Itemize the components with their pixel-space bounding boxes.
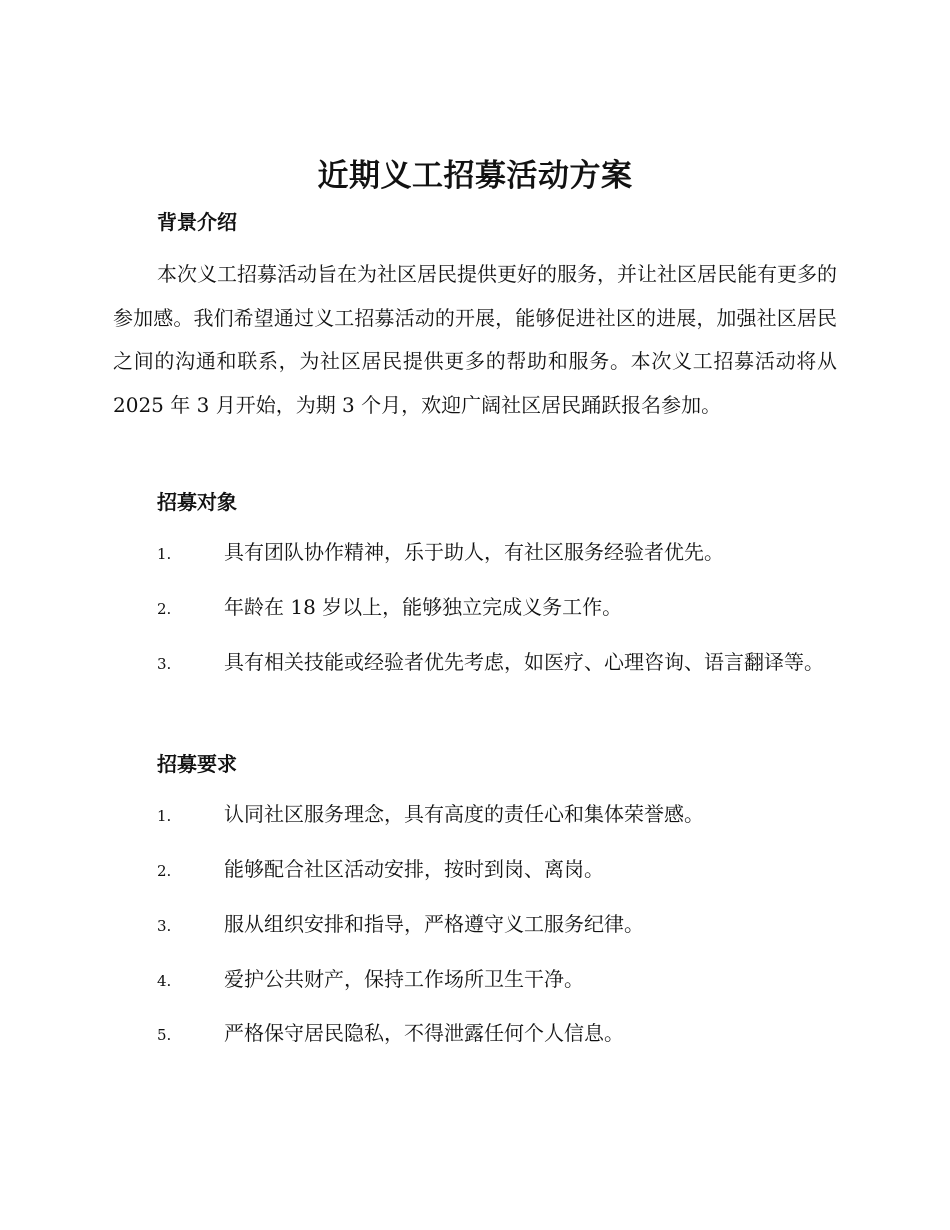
document-title: 近期义工招募活动方案 — [317, 158, 633, 194]
list-item-number: 1. — [157, 807, 172, 825]
list-item-text: 具有团队协作精神，乐于助人，有社区服务经验者优先。 — [224, 540, 724, 564]
list-item — [113, 531, 837, 577]
list-item-number: 5. — [157, 1026, 172, 1044]
list-item-number: 1. — [157, 545, 172, 563]
section-heading-background: 背景介绍 — [157, 210, 237, 234]
list-item — [113, 586, 837, 632]
list-item-text: 服从组织安排和指导，严格遵守义工服务纪律。 — [224, 912, 644, 936]
list-item-number: 4. — [157, 972, 172, 990]
list-item — [113, 793, 837, 839]
list-item — [113, 848, 837, 894]
section-heading-target: 招募对象 — [157, 490, 237, 514]
list-item-number: 2. — [157, 862, 172, 880]
list-item-number: 2. — [157, 600, 172, 618]
list-item — [113, 958, 837, 1004]
list-item-text: 严格保守居民隐私，不得泄露任何个人信息。 — [224, 1021, 624, 1045]
list-item-text: 年龄在 18 岁以上，能够独立完成义务工作。 — [224, 595, 623, 619]
list-item-text: 认同社区服务理念，具有高度的责任心和集体荣誉感。 — [224, 802, 704, 826]
list-item — [113, 641, 837, 687]
list-item — [113, 1012, 837, 1058]
section-heading-requirements: 招募要求 — [157, 752, 237, 776]
list-item-text: 爱护公共财产，保持工作场所卫生干净。 — [224, 967, 584, 991]
list-item-number: 3. — [157, 655, 172, 673]
background-paragraph: 本次义工招募活动旨在为社区居民提供更好的服务，并让社区居民能有更多的参加感。我们希望通过义工招募活动的开展，能够促进社区的进展，加强社区居民之间的沟通和联系，为社区居民提供更多的帮助和服务。本次义工招募活动将从 2025 年 3 月开始，为期 3 个月，欢迎广阔社区居民踊跃报名参加。 — [113, 262, 837, 417]
list-item — [113, 903, 837, 949]
list-item-text: 能够配合社区活动安排，按时到岗、离岗。 — [224, 857, 604, 881]
list-item-number: 3. — [157, 917, 172, 935]
list-item-text: 具有相关技能或经验者优先考虑，如医疗、心理咨询、语言翻译等。 — [224, 650, 824, 674]
